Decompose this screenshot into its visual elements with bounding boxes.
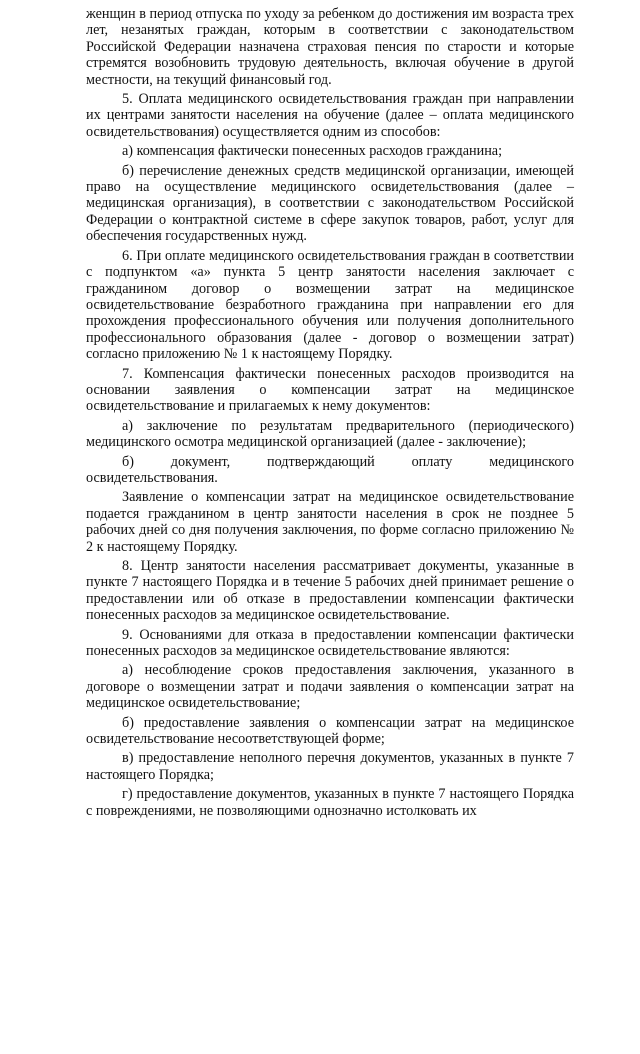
paragraph-item-9: 9. Основаниями для отказа в предоставлении компенсации фактически понесенных расходов за медицинское освидетельствование являются: [86,626,574,660]
paragraph-continuation: женщин в период отпуска по уходу за ребенком до достижения им возраста трех лет, незанятых граждан, которым в соответствии с законодательством Российской Федерации назначена страховая пенсия по старости и которые стремятся возобновить трудовую деятельность, включая обучение в другой местности, на текущий финансовый год. [86,6,574,88]
paragraph-item-5a: а) компенсация фактически понесенных расходов гражданина; [122,143,503,160]
paragraph-item-9v: в) предоставление неполного перечня документов, указанных в пункте 7 настоящего Порядка; [86,750,574,783]
paragraph-application: Заявление о компенсации затрат на медицинское освидетельствование подается гражданином в центр занятости населения в срок не позднее 5 рабочих дней со дня получения заключения, по форме согласно приложению № 2 к настоящему Порядку. [86,489,574,555]
paragraph-item-9a: а) несоблюдение сроков предоставления заключения, указанного в договоре о возмещении затрат и подачи заявления о компенсации затрат на медицинское освидетельствование; [86,662,574,712]
paragraph-item-9b: б) предоставление заявления о компенсации затрат на медицинское освидетельствование несоответствующей форме; [86,714,574,748]
paragraph-item-8: 8. Центр занятости населения рассматривает документы, указанные в пункте 7 настоящего Порядка и в течение 5 рабочих дней принимает решение о предоставлении или об отказе в предоставлении компенсации фактически понесенных расходов за медицинское освидетельствование. [86,558,574,624]
paragraph-item-9g: г) предоставление документов, указанных в пункте 7 настоящего Порядка с повреждениями, не позволяющими однозначно истолковать их [86,786,574,819]
paragraph-item-7a: а) заключение по результатам предварительного (периодического) медицинского осмотра медицинской организацией (далее - заключение); [86,417,574,451]
document-page [86,6,574,822]
paragraph-item-5b: б) перечисление денежных средств медицинской организации, имеющей право на осуществление медицинского освидетельствования (далее – медицинская организация), в соответствии с законодательством Российской Федерации о контрактной системе в сфере закупок товаров, работ, услуг для обеспечения государственных нужд. [86,162,574,245]
paragraph-item-7b: б) документ, подтверждающий оплату медицинского освидетельствования. [86,453,574,486]
paragraph-item-7: 7. Компенсация фактически понесенных расходов производится на основании заявления о компенсации затрат на медицинское освидетельствование и прилагаемых к нему документов: [86,365,574,415]
paragraph-item-6: 6. При оплате медицинского освидетельствования граждан в соответствии с подпунктом «а» пункта 5 центр занятости населения заключает с гражданином договор о возмещении затрат на медицинское освидетельствование безработного гражданина при направлении его для прохождения профессионального обучения или получения дополнительного профессионального образования (далее - договор о возмещении затрат) согласно приложению № 1 к настоящему Порядку. [86,247,574,363]
paragraph-item-5: 5. Оплата медицинского освидетельствования граждан при направлении их центрами занятости населения на обучение (далее – оплата медицинского освидетельствования) осуществляется одним из способов: [86,91,574,140]
